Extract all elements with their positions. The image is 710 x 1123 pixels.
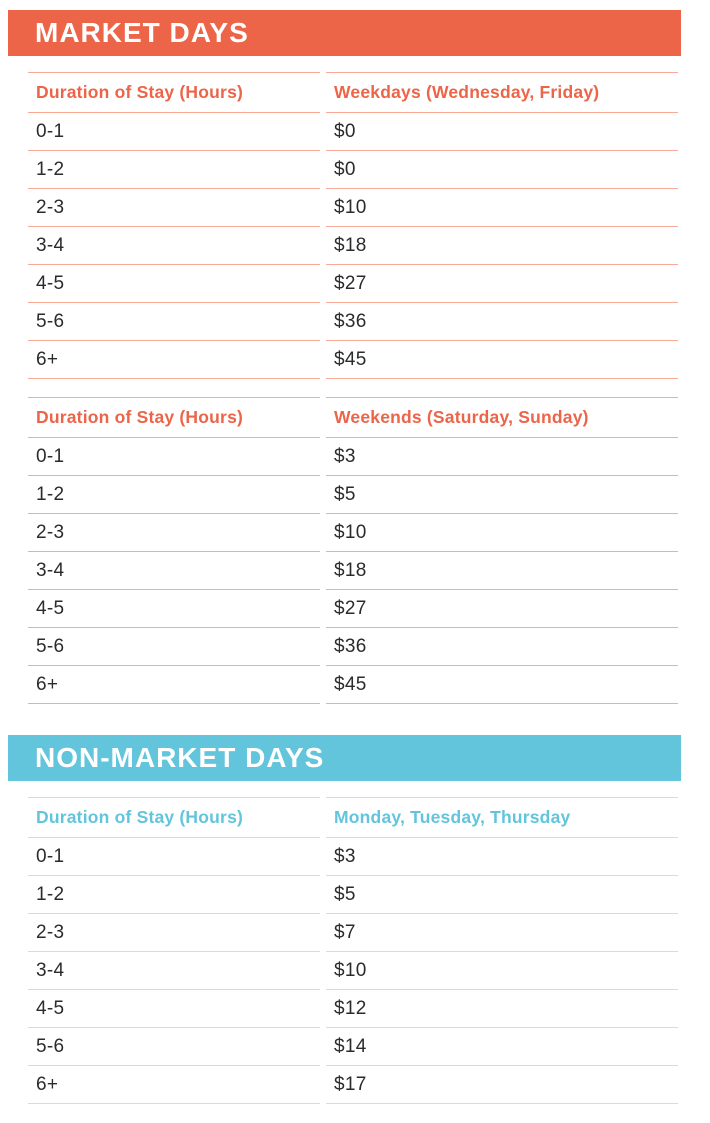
price-cell: $10 xyxy=(326,952,678,990)
market-days-banner xyxy=(8,10,681,56)
duration-cell: 3-4 xyxy=(28,952,320,990)
duration-cell: 0-1 xyxy=(28,438,320,476)
weekday-fee-table xyxy=(28,72,678,379)
table-row xyxy=(28,590,678,628)
duration-cell: 2-3 xyxy=(28,914,320,952)
duration-cell: 2-3 xyxy=(28,189,320,227)
non-market-fee-table xyxy=(28,797,678,1104)
duration-cell: 4-5 xyxy=(28,265,320,303)
table-row xyxy=(28,265,678,303)
table-row xyxy=(28,952,678,990)
non-market-days-content xyxy=(28,797,678,1104)
section-title: NON-MARKET DAYS xyxy=(35,742,325,773)
price-cell: $0 xyxy=(326,151,678,189)
weekdays-column-header: Weekdays (Wednesday, Friday) xyxy=(326,72,678,113)
duration-cell: 4-5 xyxy=(28,990,320,1028)
price-cell: $36 xyxy=(326,303,678,341)
duration-cell: 1-2 xyxy=(28,151,320,189)
duration-column-header: Duration of Stay (Hours) xyxy=(28,797,320,838)
table-row xyxy=(28,914,678,952)
price-cell: $7 xyxy=(326,914,678,952)
table-row xyxy=(28,514,678,552)
duration-cell: 1-2 xyxy=(28,476,320,514)
table-row xyxy=(28,666,678,704)
table-row xyxy=(28,1028,678,1066)
price-cell: $36 xyxy=(326,628,678,666)
weekends-column-header: Weekends (Saturday, Sunday) xyxy=(326,397,678,438)
price-cell: $18 xyxy=(326,552,678,590)
price-cell: $18 xyxy=(326,227,678,265)
price-cell: $3 xyxy=(326,838,678,876)
duration-cell: 5-6 xyxy=(28,628,320,666)
duration-cell: 3-4 xyxy=(28,227,320,265)
price-cell: $3 xyxy=(326,438,678,476)
duration-cell: 2-3 xyxy=(28,514,320,552)
non-market-days-banner xyxy=(8,735,681,781)
section-title: MARKET DAYS xyxy=(35,17,249,48)
price-cell: $10 xyxy=(326,189,678,227)
market-days-content xyxy=(28,72,678,704)
duration-column-header: Duration of Stay (Hours) xyxy=(28,72,320,113)
table-row xyxy=(28,189,678,227)
duration-cell: 6+ xyxy=(28,341,320,379)
table-header-row xyxy=(28,72,678,113)
price-cell: $10 xyxy=(326,514,678,552)
table-row xyxy=(28,628,678,666)
table-row xyxy=(28,303,678,341)
duration-cell: 6+ xyxy=(28,1066,320,1104)
duration-cell: 5-6 xyxy=(28,303,320,341)
duration-cell: 6+ xyxy=(28,666,320,704)
table-row xyxy=(28,476,678,514)
table-row xyxy=(28,113,678,151)
price-cell: $14 xyxy=(326,1028,678,1066)
weekend-fee-table xyxy=(28,397,678,704)
price-cell: $27 xyxy=(326,265,678,303)
non-market-days-column-header: Monday, Tuesday, Thursday xyxy=(326,797,678,838)
table-row xyxy=(28,990,678,1028)
duration-cell: 4-5 xyxy=(28,590,320,628)
table-row xyxy=(28,438,678,476)
duration-cell: 0-1 xyxy=(28,113,320,151)
duration-cell: 5-6 xyxy=(28,1028,320,1066)
price-cell: $5 xyxy=(326,476,678,514)
table-row xyxy=(28,227,678,265)
price-cell: $17 xyxy=(326,1066,678,1104)
price-cell: $45 xyxy=(326,341,678,379)
table-row xyxy=(28,1066,678,1104)
table-row xyxy=(28,876,678,914)
duration-column-header: Duration of Stay (Hours) xyxy=(28,397,320,438)
table-row xyxy=(28,151,678,189)
duration-cell: 1-2 xyxy=(28,876,320,914)
table-row xyxy=(28,552,678,590)
price-cell: $12 xyxy=(326,990,678,1028)
price-cell: $45 xyxy=(326,666,678,704)
table-header-row xyxy=(28,397,678,438)
duration-cell: 3-4 xyxy=(28,552,320,590)
duration-cell: 0-1 xyxy=(28,838,320,876)
table-row xyxy=(28,341,678,379)
table-row xyxy=(28,838,678,876)
price-cell: $0 xyxy=(326,113,678,151)
price-cell: $27 xyxy=(326,590,678,628)
table-header-row xyxy=(28,797,678,838)
price-cell: $5 xyxy=(326,876,678,914)
